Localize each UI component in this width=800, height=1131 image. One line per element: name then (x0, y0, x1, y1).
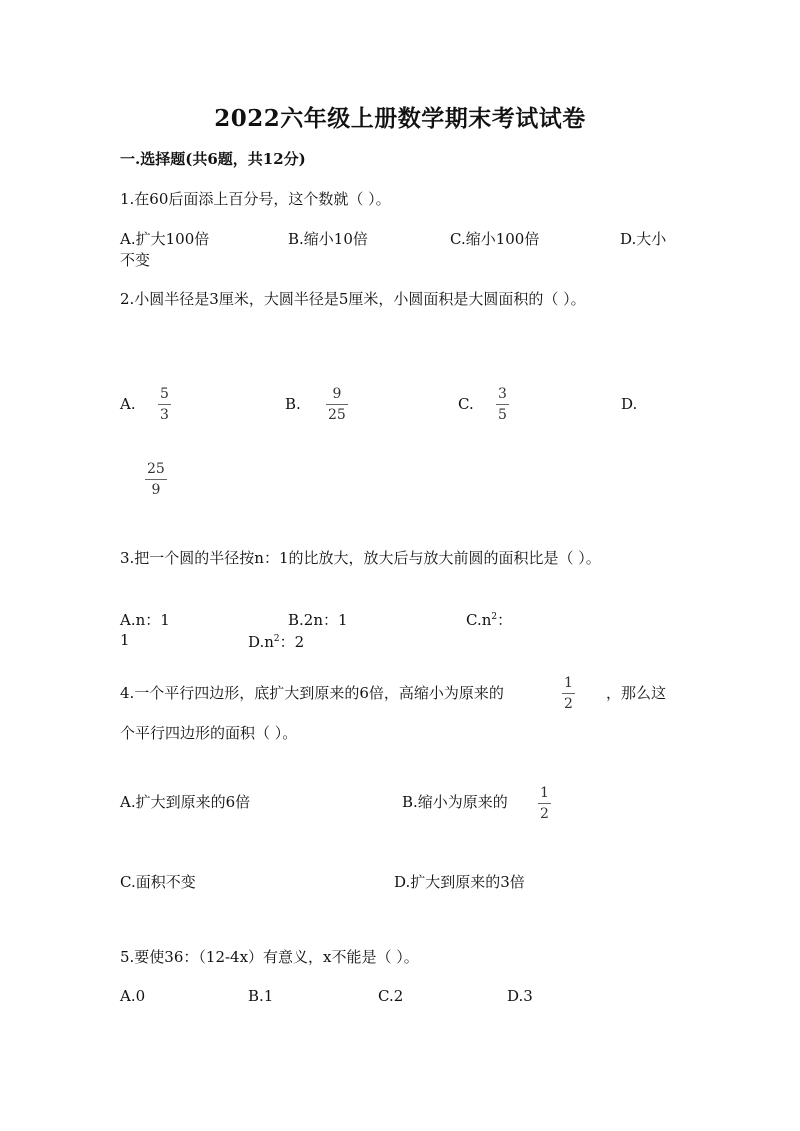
question-4-stem-line-2: 个平行四边形的面积（ ）。 (120, 724, 298, 742)
fraction-numerator: 9 (332, 386, 342, 402)
question-2-option-a-label: A. (120, 395, 136, 413)
question-4-option-a: A.扩大到原来的6倍 (120, 793, 251, 811)
question-2-option-b-label: B. (285, 395, 301, 413)
question-4-option-b: B.缩小为原来的 (402, 793, 508, 811)
fraction-numerator: 1 (564, 675, 573, 691)
fraction-numerator: 1 (540, 785, 549, 801)
question-1-option-c: C.缩小100倍 (450, 230, 540, 248)
question-2-option-d-label: D. (621, 395, 638, 413)
question-1-option-d: D.大小 (620, 230, 667, 248)
question-3-option-c-continued: 1 (120, 631, 130, 649)
question-1-stem: 1.在60后面添上百分号，这个数就（ ）。 (120, 190, 391, 208)
question-4-option-b-fraction (538, 786, 551, 821)
option-c-base: C.n (466, 611, 492, 629)
question-3-option-c (466, 609, 512, 630)
option-d-base: D.n (248, 633, 274, 651)
fraction-numerator: 3 (498, 386, 507, 402)
option-c-colon: ： (497, 611, 513, 629)
question-2-option-c-fraction (496, 387, 509, 422)
question-4-stem-continued: ，那么这 (606, 684, 667, 702)
question-3-option-a: A.n：1 (120, 611, 170, 629)
question-3-option-d (248, 631, 304, 652)
question-1-option-b: B.缩小10倍 (288, 230, 368, 248)
question-5-option-b: B.1 (248, 987, 274, 1005)
page-title: 2022六年级上册数学期末考试试卷 (214, 105, 586, 132)
question-1-option-d-continued: 不变 (120, 251, 151, 269)
question-2-option-d-fraction (145, 462, 167, 497)
question-5-option-a: A.0 (120, 987, 146, 1005)
question-4-stem-fraction (562, 676, 575, 711)
question-1-option-a: A.扩大100倍 (120, 230, 210, 248)
question-5-option-c: C.2 (378, 987, 404, 1005)
question-2-option-c-label: C. (458, 395, 474, 413)
question-3-option-b: B.2n：1 (288, 611, 348, 629)
fraction-denominator: 5 (498, 407, 507, 423)
fraction-denominator: 2 (564, 696, 573, 712)
fraction-denominator: 9 (151, 482, 161, 498)
question-2-option-b-fraction (326, 387, 348, 422)
option-d-ratio: ：2 (279, 633, 305, 651)
fraction-denominator: 3 (160, 407, 169, 423)
question-4-stem: 4.一个平行四边形，底扩大到原来的6倍，高缩小为原来的 (120, 684, 504, 702)
question-2-stem: 2.小圆半径是3厘米，大圆半径是5厘米，小圆面积是大圆面积的（ ）。 (120, 290, 586, 308)
question-3-stem: 3.把一个圆的半径按n：1的比放大，放大后与放大前圆的面积比是（ ）。 (120, 549, 601, 567)
question-5-stem: 5.要使36：（12-4x）有意义，x不能是（ ）。 (120, 948, 419, 966)
section-heading: 一.选择题(共6题，共12分) (120, 150, 306, 168)
fraction-denominator: 2 (540, 806, 549, 822)
question-4-option-d: D.扩大到原来的3倍 (394, 873, 525, 891)
fraction-numerator: 25 (147, 461, 165, 477)
fraction-denominator: 25 (328, 407, 346, 423)
fraction-numerator: 5 (160, 386, 169, 402)
question-4-option-c: C.面积不变 (120, 873, 196, 891)
question-5-option-d: D.3 (507, 987, 533, 1005)
option-d-exponent: 2 (273, 634, 280, 644)
question-2-option-a-fraction (158, 387, 171, 422)
option-c-exponent: 2 (491, 612, 498, 622)
